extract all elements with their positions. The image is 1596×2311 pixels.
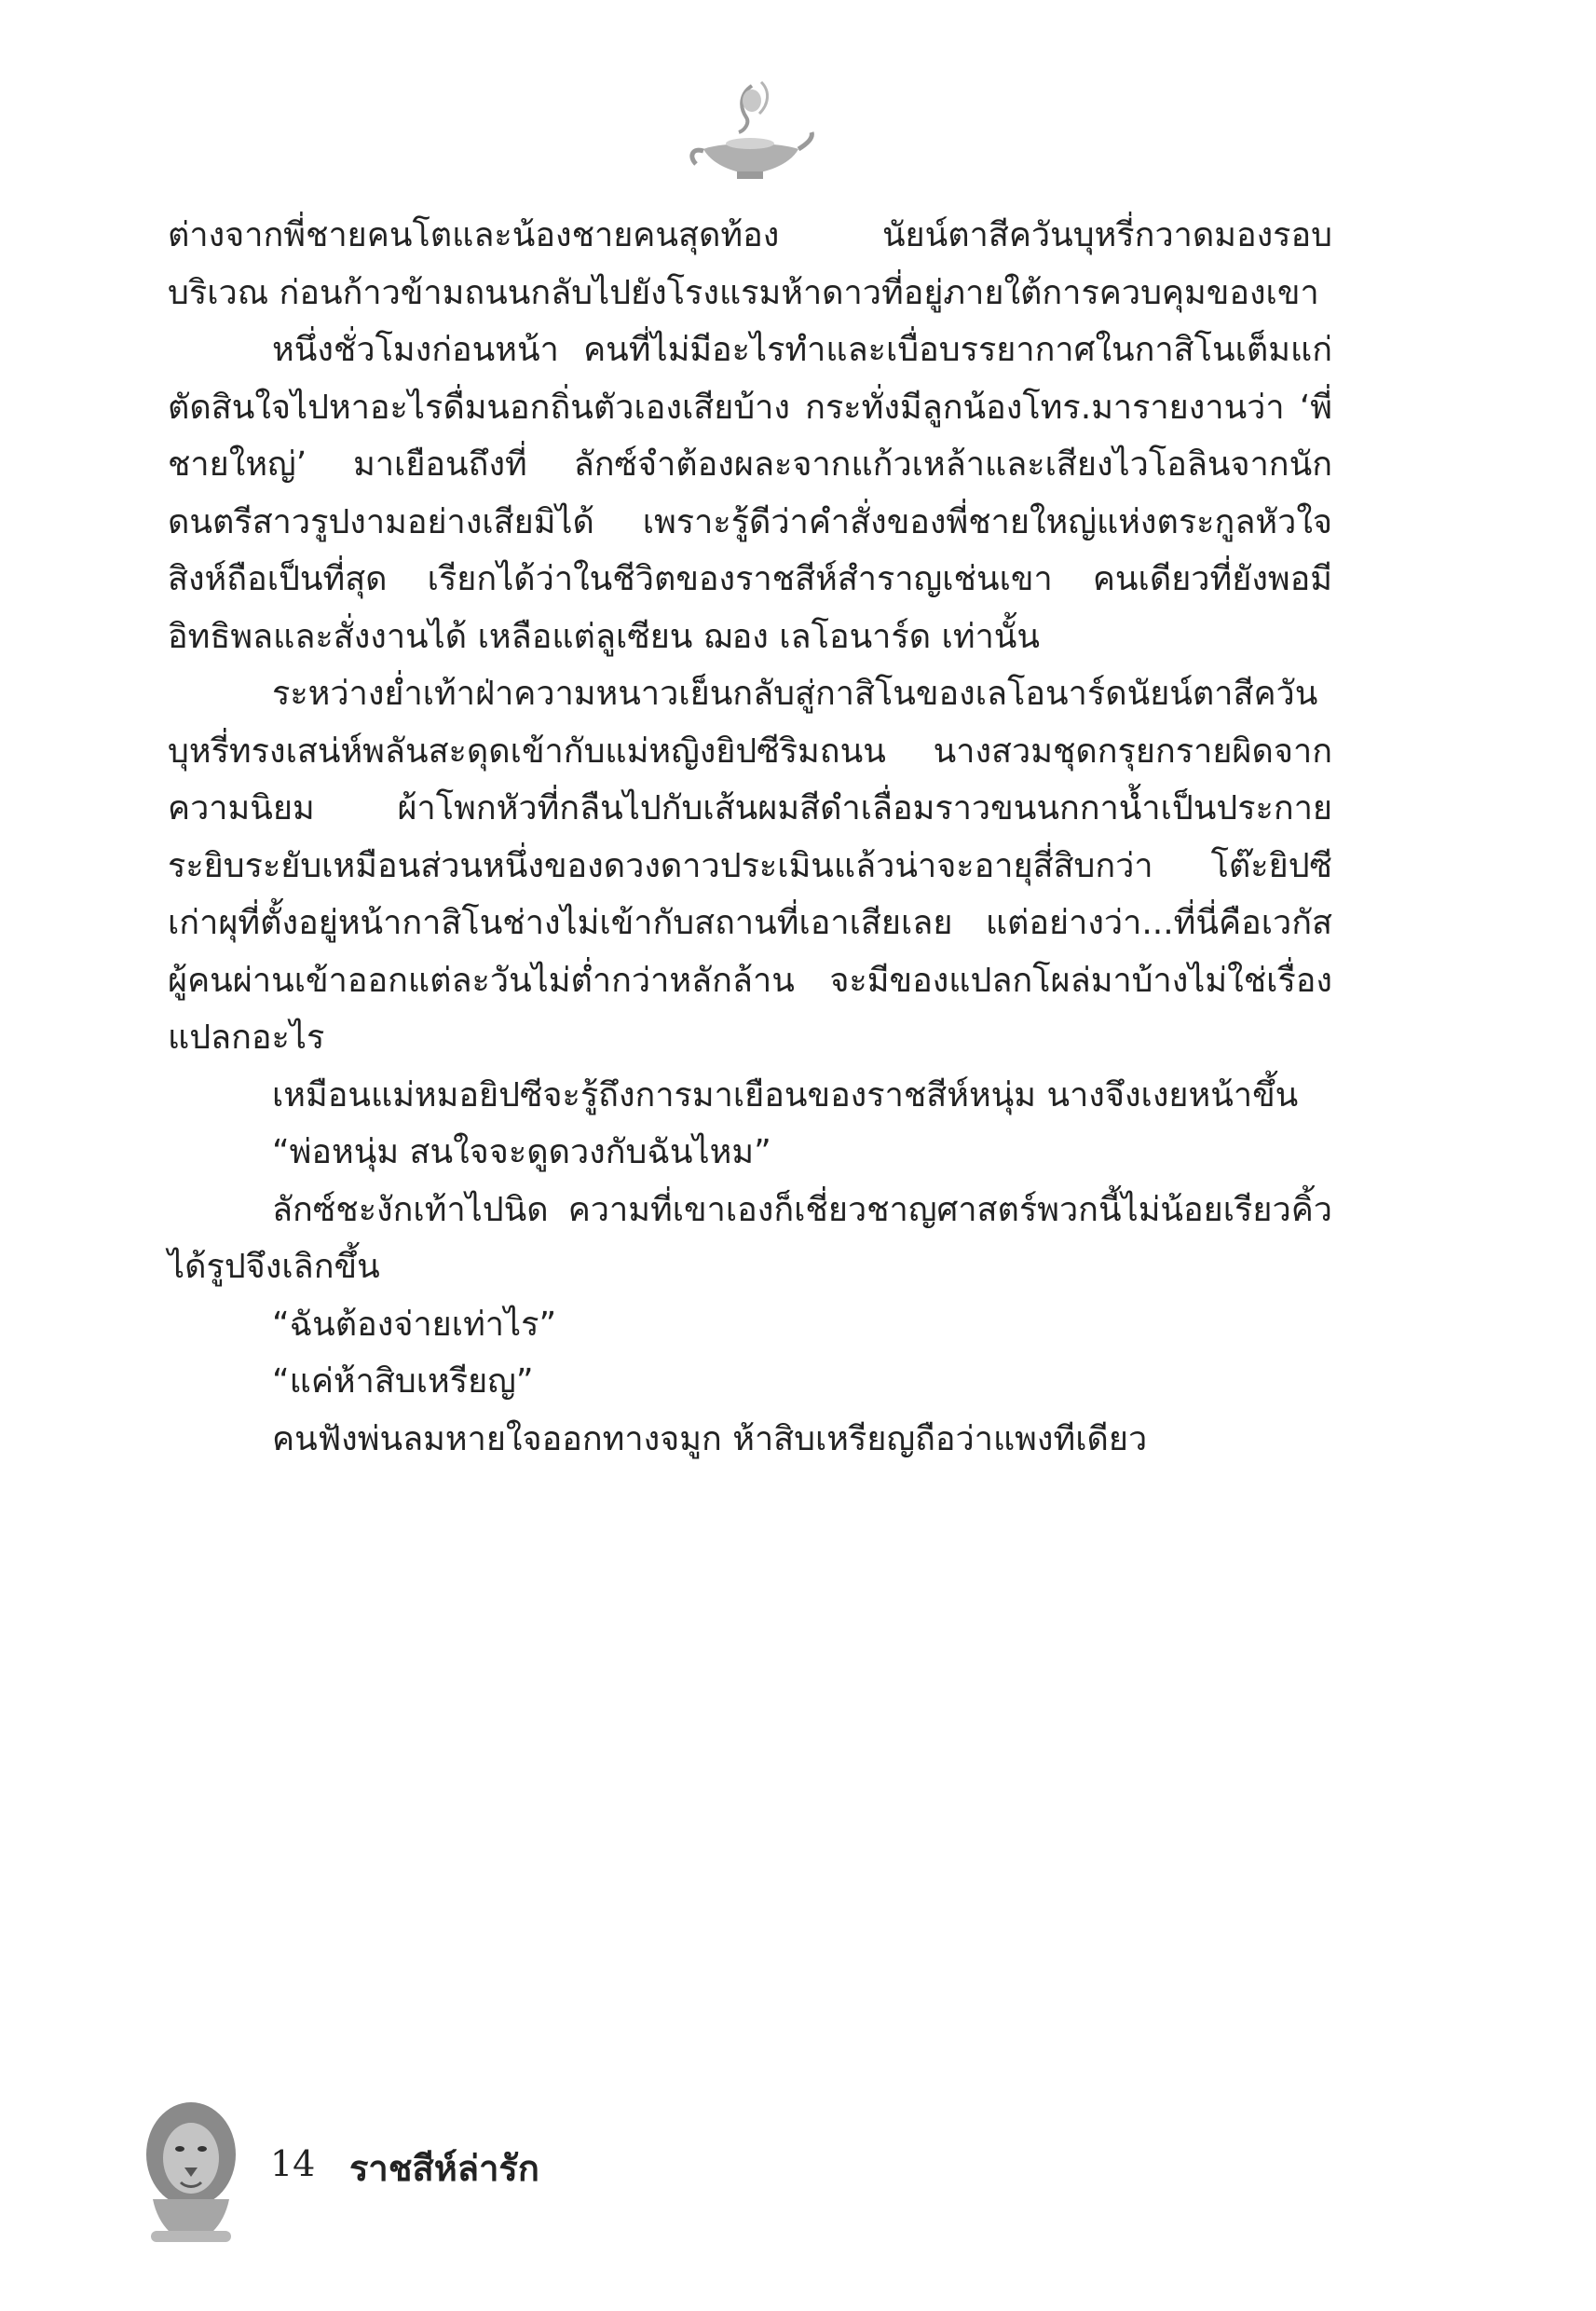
paragraph: ลักซ์ชะงักเท้าไปนิด ความที่เขาเองก็เชี่ยวชาญศาสตร์พวกนี้ไม่น้อยเรียวคิ้วได้รูปจึงเลิกขึ้น xyxy=(168,1190,1332,1286)
page-number: 14 xyxy=(270,2143,316,2184)
paragraph: หนึ่งชั่วโมงก่อนหน้า คนที่ไม่มีอะไรทำและเบื่อบรรยากาศในกาสิโนเต็มแก่ตัดสินใจไปหาอะไรดื่มนอกถิ่นตัวเองเสียบ้าง กระทั่งมีลูกน้องโทร.มารายงานว่า ‘พี่ชายใหญ่’ มาเยือนถึงที่ ลักซ์จำต้องผละจากแก้วเหล้าและเสียงไวโอลินจากนักดนตรีสาวรูปงามอย่างเสียมิได้ เพราะรู้ดีว่าคำสั่งของพี่ชายใหญ่แห่งตระกูลหัวใจสิงห์ถือเป็นที่สุด เรียกได้ว่าในชีวิตของราชสีห์สำราญเช่นเขา คนเดียวที่ยังพอมีอิทธิพลและสั่งงานได้ เหลือแต่ลูเซียน ฌอง เลโอนาร์ด เท่านั้น xyxy=(168,331,1332,656)
paragraph: “พ่อหนุ่ม สนใจจะดูดวงกับฉันไหม” xyxy=(272,1133,771,1171)
book-title: ราชสีห์ล่ารัก xyxy=(349,2148,539,2189)
genie-lamp-icon xyxy=(685,76,815,188)
paragraph: “แค่ห้าสิบเหรียญ” xyxy=(272,1362,534,1401)
lion-icon xyxy=(140,2097,242,2246)
paragraph: ระหว่างย่ำเท้าฝ่าความหนาวเย็นกลับสู่กาสิโนของเลโอนาร์ดนัยน์ตาสีควันบุหรี่ทรงเสน่ห์พลันสะดุดเข้ากับแม่หญิงยิปซีริมถนน นางสวมชุดกรุยกรายผิดจากความนิยม ผ้าโพกหัวที่กลืนไปกับเส้นผมสีดำเลื่อมราวขนนกกาน้ำเป็นประกายระยิบระยับเหมือนส่วนหนึ่งของดวงดาวประเมินแล้วน่าจะอายุสี่สิบกว่า โต๊ะยิปซีเก่าผุที่ตั้งอยู่หน้ากาสิโนช่างไม่เข้ากับสถานที่เอาเสียเลย แต่อย่างว่า...ที่นี่คือเวกัส ผู้คนผ่านเข้าออกแต่ละวันไม่ต่ำกว่าหลักล้าน จะมีของแปลกโผล่มาบ้างไม่ใช่เรื่องแปลกอะไร xyxy=(168,675,1332,1057)
paragraph: ต่างจากพี่ชายคนโตและน้องชายคนสุดท้อง นัยน์ตาสีควันบุหรี่กวาดมองรอบบริเวณ ก่อนก้าวข้ามถนนกลับไปยังโรงแรมห้าดาวที่อยู่ภายใต้การควบคุมของเขา xyxy=(168,216,1332,312)
body-text xyxy=(168,207,1332,1468)
paragraph: เหมือนแม่หมอยิปซีจะรู้ถึงการมาเยือนของราชสีห์หนุ่ม นางจึงเงยหน้าขึ้น xyxy=(272,1075,1299,1114)
paragraph: คนฟังพ่นลมหายใจออกทางจมูก ห้าสิบเหรียญถือว่าแพงทีเดียว xyxy=(272,1419,1148,1458)
paragraph: “ฉันต้องจ่ายเท่าไร” xyxy=(272,1305,557,1344)
